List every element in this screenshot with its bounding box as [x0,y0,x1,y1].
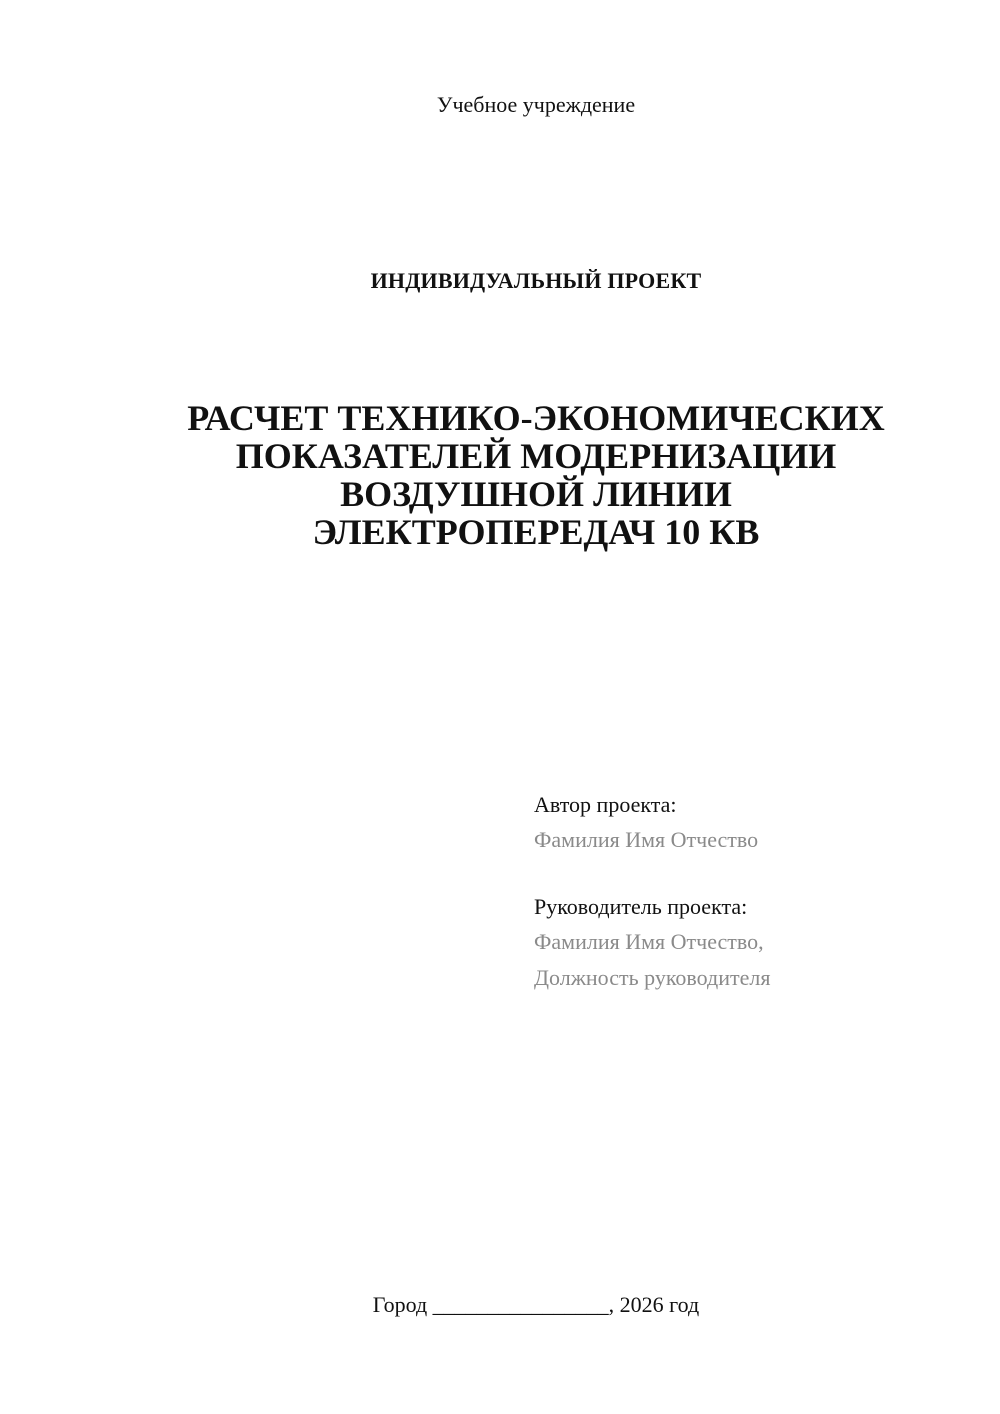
project-info-block [534,788,974,996]
document-type: ИНДИВИДУАЛЬНЫЙ ПРОЕКТ [370,268,702,293]
supervisor-label: Руководитель проекта: [534,894,748,919]
spacer [534,858,974,890]
author-name: Фамилия Имя Отчество [534,827,759,852]
supervisor-name: Фамилия Имя Отчество, [534,929,764,954]
author-label: Автор проекта: [534,792,677,817]
title-line: ПОКАЗАТЕЛЕЙ МОДЕРНИЗАЦИИ [235,436,837,476]
city-year-line: Город ________________, 2026 год [372,1292,700,1317]
title-line: ЭЛЕКТРОПЕРЕДАЧ 10 КВ [312,512,760,552]
supervisor-position: Должность руководителя [534,965,771,990]
institution-name: Учебное учреждение [436,92,636,117]
title-line: РАСЧЕТ ТЕХНИКО-ЭКОНОМИЧЕСКИХ [187,398,885,438]
title-line: ВОЗДУШНОЙ ЛИНИИ [340,474,732,514]
document-title [0,399,1000,551]
